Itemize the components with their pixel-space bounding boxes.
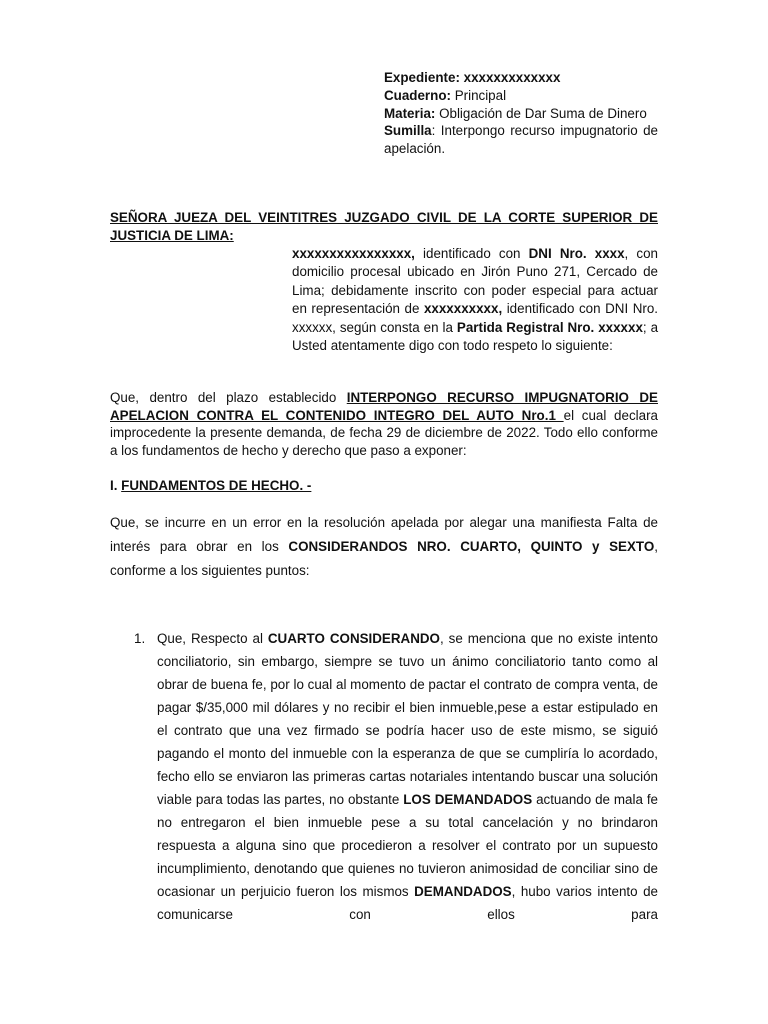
intro-text-2: , con domicilio procesal ubicado en Jirón Puno 271, Cercado de Lima; debidamente inscrito con poder especial para actuar en representación de xyxy=(292,246,658,317)
sumilla-label: Sumilla xyxy=(384,123,432,139)
section-number: I. xyxy=(110,478,122,493)
error-paragraph xyxy=(110,511,658,583)
error-text-1: Que, se incurre en un error en la resolución apelada por alegar una manifiesta Falta de interés para obrar en los xyxy=(110,515,658,554)
intro-text-4: ; a Usted atentamente digo con todo respeto lo siguiente: xyxy=(292,319,659,354)
intro-text-1: identificado con xyxy=(414,246,529,261)
demandados: DEMANDADOS xyxy=(414,884,512,899)
case-header xyxy=(384,69,658,158)
appeal-text-2: el cual declara improcedente la presente demanda, de fecha 29 de diciembre de 2022. Todo ello conforme a los fundamentos de hecho y derecho que paso a exponer: xyxy=(110,407,658,458)
materia-line xyxy=(384,105,658,123)
expediente-value: xxxxxxxxxxxxx xyxy=(463,70,561,85)
considerandos-reference: CONSIDERANDOS NRO. CUARTO, QUINTO y SEXTO xyxy=(288,539,655,554)
intro-paragraph xyxy=(292,245,658,355)
list-text-2: , se menciona que no existe intento conciliatorio, sin embargo, siempre se tuvo un ánimo conciliatorio tanto como al obrar de buena fe, por lo cual al momento de pactar el contrato de compra venta, de pagar $/35,000 mil dólares y no recibir el bien inmueble,pese a estar estipulado en el contrato que una vez firmado se podría hacer uso de este mismo, se siguió pagando el monto del inmueble con la esperanza de que se cumpliría lo acordado, fecho ello se enviaron las primeras cartas notariales intentando buscar una solución viable para todas las partes, no obstante xyxy=(157,631,658,807)
list-text-4: , hubo varios intento de comunicarse con ellos para xyxy=(157,884,658,922)
petitioner-name: xxxxxxxxxxxxxxxx, xyxy=(292,246,415,261)
sumilla-value: : Interpongo recurso impugnatorio de apelación. xyxy=(384,123,658,157)
los-demandados: LOS DEMANDADOS xyxy=(403,792,533,807)
expediente-label: Expediente: xyxy=(384,70,460,85)
cuaderno-line xyxy=(384,87,658,105)
list-item-text xyxy=(157,627,658,926)
section-heading-fundamentos xyxy=(110,478,658,493)
appeal-text-1: Que, dentro del plazo establecido xyxy=(110,390,347,405)
appeal-paragraph xyxy=(110,389,658,459)
list-text-3: actuando de mala fe no entregaron el bien inmueble pese a su total cancelación y no brindaron respuesta a alguna sino que procedieron a resolver el contrato por un supuesto incumplimiento, denotando que quienes no tuvieron animosidad de conciliar sino de ocasionar un perjuicio fueron los mismos xyxy=(157,792,658,899)
represented-name: xxxxxxxxxx, xyxy=(423,301,503,317)
dni-number: DNI Nro. xxxx xyxy=(528,246,625,261)
section-title: FUNDAMENTOS DE HECHO. - xyxy=(121,478,312,493)
cuaderno-value: Principal xyxy=(454,87,507,103)
materia-value: Obligación de Dar Suma de Dinero xyxy=(439,105,647,121)
error-text-2: , conforme a los siguientes puntos: xyxy=(110,539,658,578)
materia-label: Materia: xyxy=(384,105,436,121)
appeal-statement: INTERPONGO RECURSO IMPUGNATORIO DE APELACION CONTRA EL CONTENIDO INTEGRO DEL AUTO Nro.1 xyxy=(110,390,658,423)
addressee-heading: SEÑORA JUEZA DEL VEINTITRES JUZGADO CIVIL DE LA CORTE SUPERIOR DE JUSTICIA DE LIMA: xyxy=(110,210,658,243)
list-number: 1. xyxy=(134,631,146,646)
cuarto-considerando: CUARTO CONSIDERANDO xyxy=(267,631,440,646)
partida-registral: Partida Registral Nro. xxxxxx xyxy=(456,319,643,335)
cuaderno-label: Cuaderno: xyxy=(384,87,451,103)
intro-text-3: identificado con DNI Nro. xxxxxx, según consta en la xyxy=(292,301,658,335)
list-text-1: Que, Respecto al xyxy=(157,631,268,646)
sumilla-line xyxy=(384,122,658,158)
expediente-line xyxy=(384,69,658,87)
